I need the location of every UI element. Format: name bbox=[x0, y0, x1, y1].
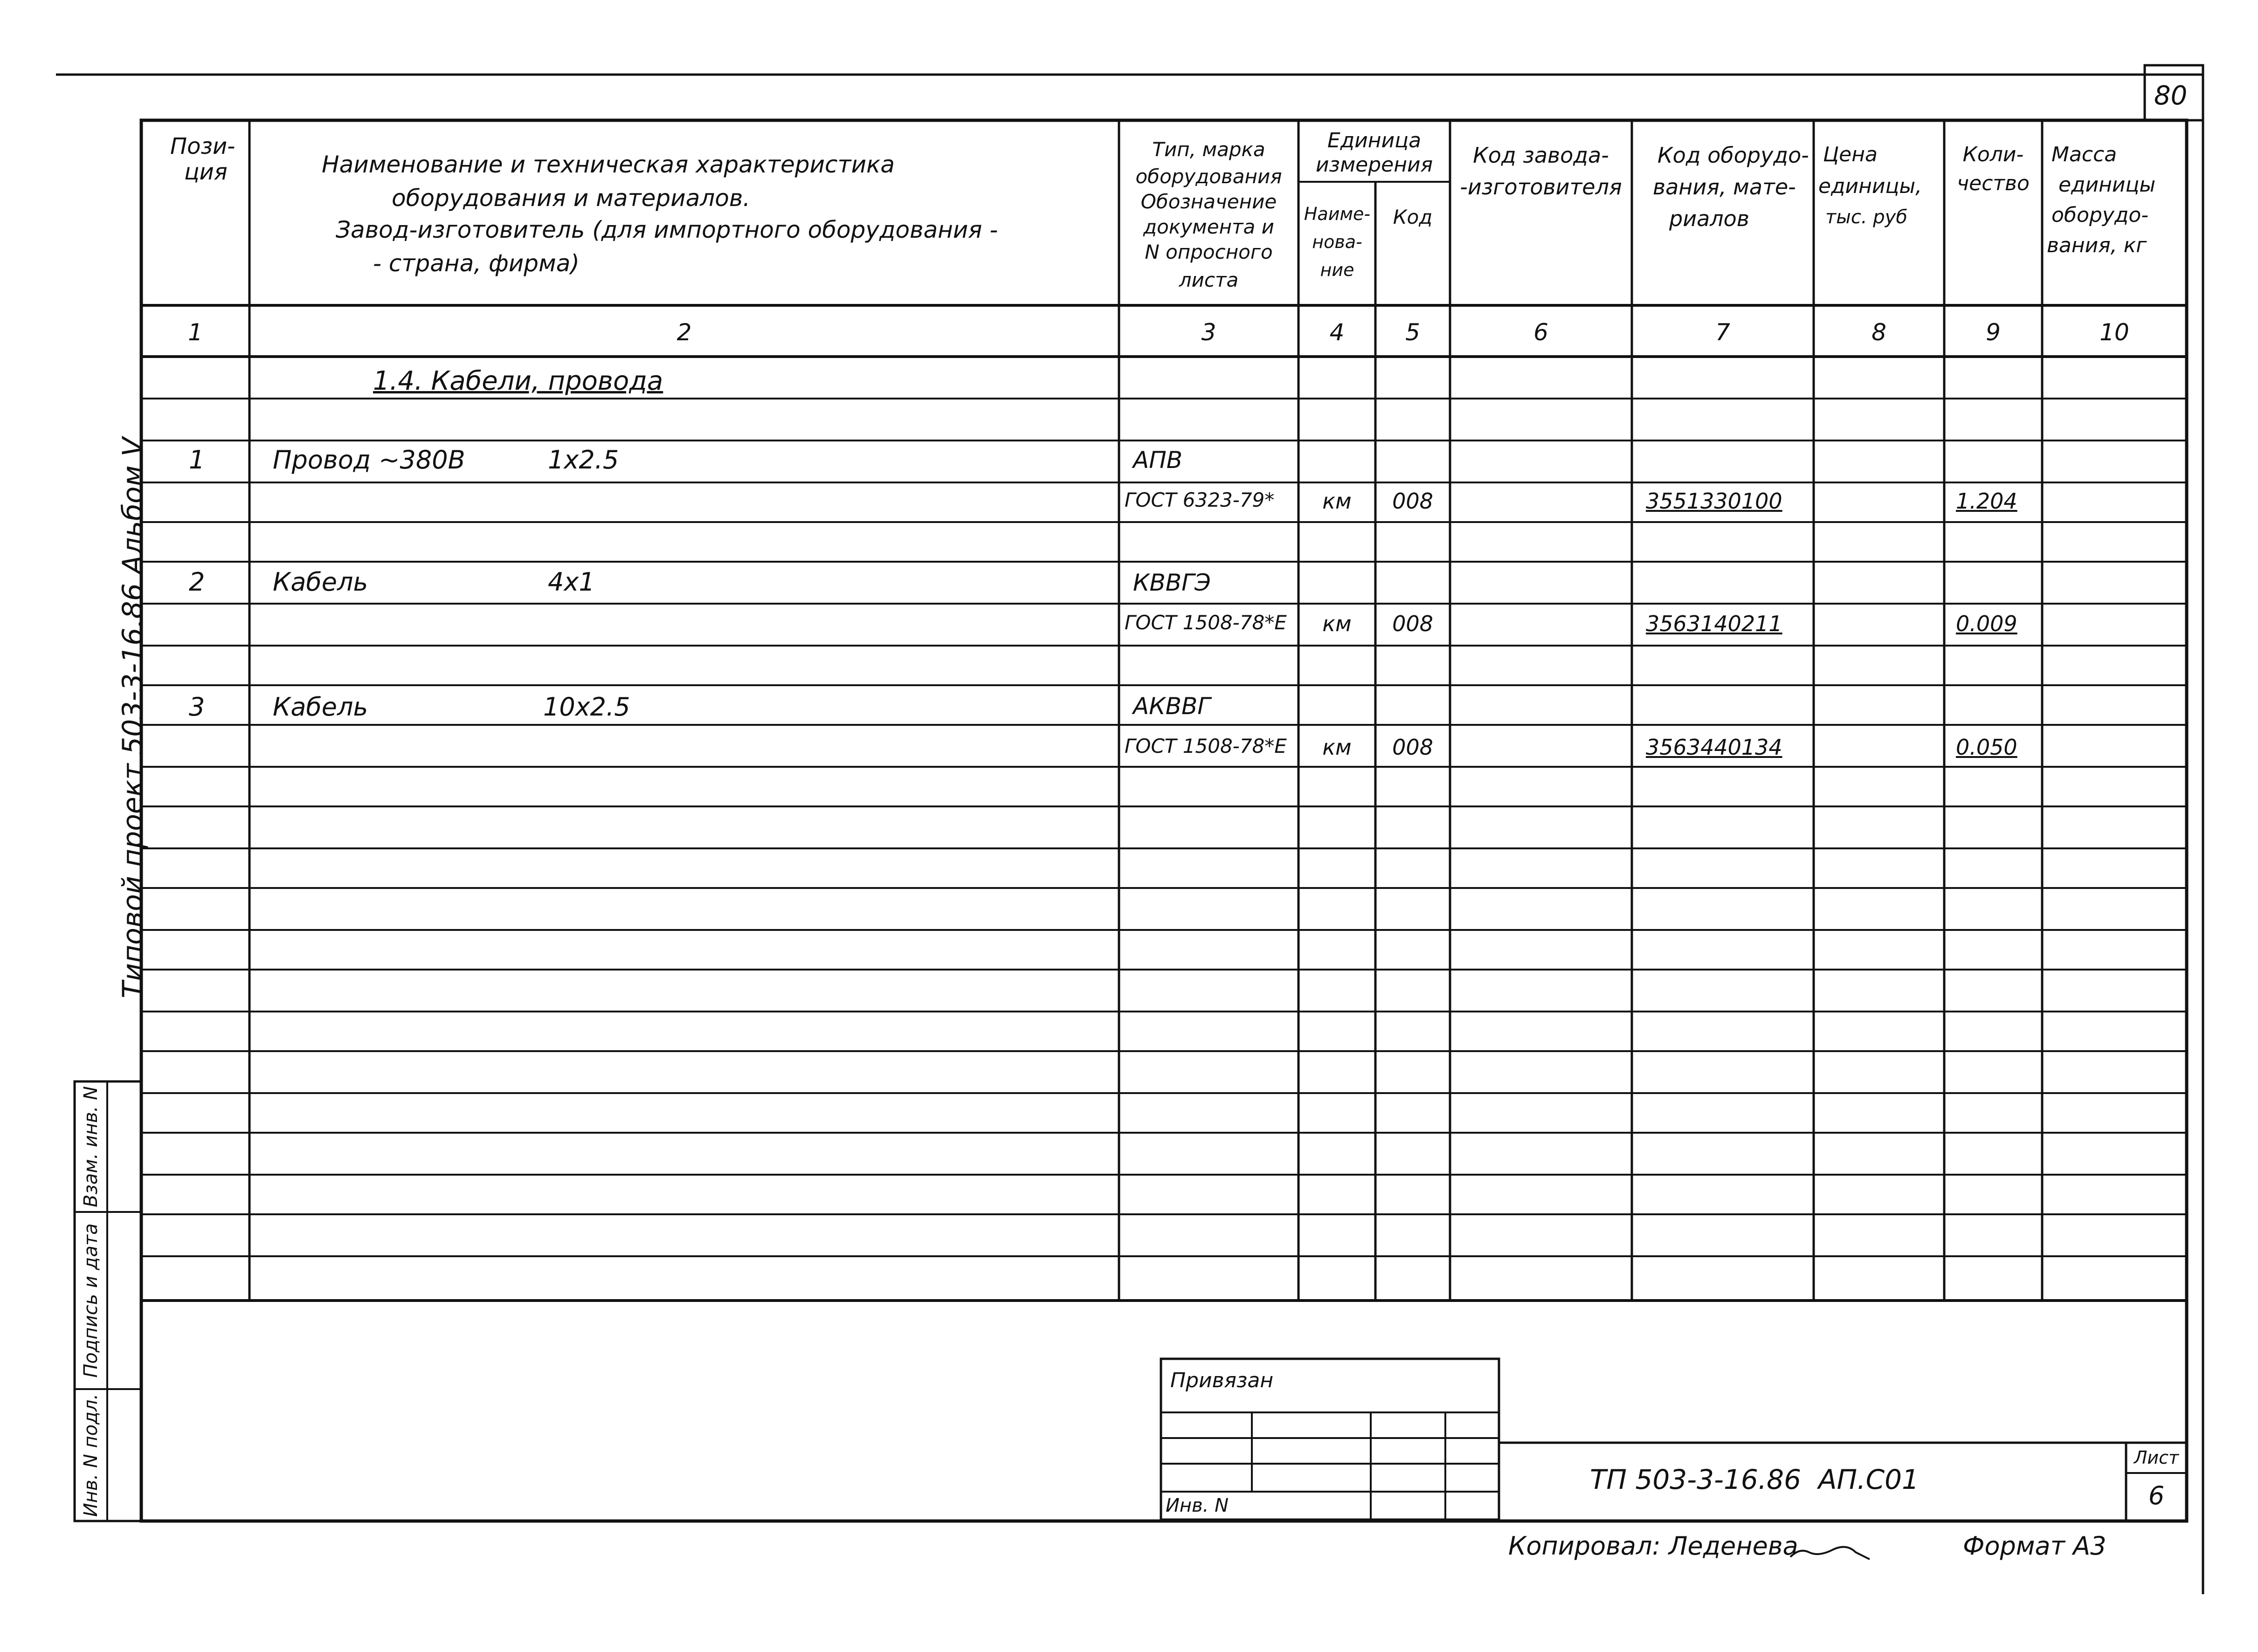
header-type-6: листа bbox=[1179, 268, 1239, 291]
item-1-qty: 1.204 bbox=[1956, 489, 2017, 514]
header-price-1: Цена bbox=[1823, 143, 1878, 166]
header-unit-name-2: нова- bbox=[1312, 232, 1362, 252]
header-factory-2: -изготовителя bbox=[1460, 174, 1622, 200]
page-number: 80 bbox=[2154, 81, 2188, 111]
colnum-8: 8 bbox=[1871, 319, 1886, 346]
bound-title: Привязан bbox=[1170, 1369, 1274, 1392]
colnum-1: 1 bbox=[188, 319, 203, 346]
header-type-4: документа и bbox=[1143, 215, 1274, 238]
header-unit-name-1: Наиме- bbox=[1304, 204, 1371, 224]
sheet-label: Лист bbox=[2134, 1447, 2179, 1468]
colnum-5: 5 bbox=[1405, 319, 1420, 346]
header-type-3: Обозначение bbox=[1140, 190, 1277, 213]
header-pos-1: Пози- bbox=[170, 133, 235, 159]
item-2-type: КВВГЭ bbox=[1133, 569, 1211, 596]
item-2-unit-code: 008 bbox=[1392, 611, 1433, 636]
colnum-6: 6 bbox=[1533, 319, 1548, 346]
stamp-replaces-inv: Взам. инв. N bbox=[80, 1086, 102, 1207]
item-3-name: Кабель bbox=[273, 692, 368, 722]
item-2-code: 3563140211 bbox=[1646, 611, 1782, 636]
header-unit-2: измерения bbox=[1315, 153, 1433, 177]
item-1-pos: 1 bbox=[189, 445, 205, 475]
header-code-2: вания, мате- bbox=[1653, 174, 1796, 200]
colnum-9: 9 bbox=[1986, 319, 2001, 346]
header-name-2: оборудования и материалов. bbox=[392, 185, 751, 212]
header-price-2: единицы, bbox=[1818, 174, 1922, 198]
stamp-signature-date: Подпись и дата bbox=[80, 1223, 102, 1378]
header-unit-code: Код bbox=[1393, 206, 1433, 228]
section-title: 1.4. Кабели, провода bbox=[373, 366, 663, 396]
header-mass-2: единицы bbox=[2058, 173, 2156, 197]
header-qty-1: Коли- bbox=[1962, 143, 2024, 166]
item-2-name: Кабель bbox=[273, 567, 368, 597]
copied-by: Копировал: Леденева bbox=[1508, 1531, 1798, 1561]
header-name-4: - страна, фирма) bbox=[373, 250, 580, 277]
header-price-3: тыс. руб bbox=[1825, 206, 1908, 228]
item-2-spec: 4x1 bbox=[548, 567, 595, 597]
header-name-1: Наименование и техническая характеристика bbox=[322, 151, 895, 178]
item-1-name: Провод ~380В bbox=[273, 445, 465, 475]
item-1-spec: 1x2.5 bbox=[548, 445, 619, 475]
header-qty-2: чество bbox=[1957, 172, 2030, 195]
header-mass-1: Масса bbox=[2051, 143, 2117, 166]
colnum-7: 7 bbox=[1715, 319, 1730, 346]
signature bbox=[1790, 1547, 1870, 1559]
side-stamp: Типовой проект 503-3-16.86 Альбом V bbox=[117, 437, 149, 998]
item-3-code: 3563440134 bbox=[1646, 735, 1782, 760]
stamp-inv-original: Инв. N подл. bbox=[80, 1393, 102, 1517]
colnum-4: 4 bbox=[1329, 319, 1345, 346]
header-unit-1: Единица bbox=[1327, 129, 1422, 152]
item-3-pos: 3 bbox=[189, 692, 205, 722]
document-code: ТП 503-3-16.86 АП.С01 bbox=[1590, 1464, 1919, 1495]
sheet-number: 6 bbox=[2148, 1481, 2165, 1510]
bound-inv-label: Инв. N bbox=[1166, 1495, 1229, 1516]
item-3-type: АКВВГ bbox=[1133, 693, 1211, 720]
header-code-1: Код оборудо- bbox=[1657, 143, 1809, 168]
colnum-10: 10 bbox=[2099, 319, 2129, 346]
header-code-3: риалов bbox=[1669, 206, 1749, 231]
item-2-doc: ГОСТ 1508-78*Е bbox=[1125, 611, 1287, 634]
item-1-code: 3551330100 bbox=[1646, 489, 1782, 514]
item-3-unit: км bbox=[1322, 735, 1352, 760]
item-3-spec: 10x2.5 bbox=[543, 692, 630, 722]
item-2-unit: км bbox=[1322, 611, 1352, 636]
header-unit-name-3: ние bbox=[1320, 260, 1354, 280]
colnum-3: 3 bbox=[1201, 319, 1216, 346]
header-type-1: Тип, марка bbox=[1152, 138, 1265, 161]
paper-format: Формат А3 bbox=[1963, 1531, 2106, 1561]
header-name-3: Завод-изготовитель (для импортного оборудования - bbox=[336, 216, 998, 243]
header-factory-1: Код завода- bbox=[1473, 143, 1609, 168]
item-1-type: АПВ bbox=[1133, 447, 1183, 474]
item-1-unit: км bbox=[1322, 489, 1352, 514]
header-type-2: оборудования bbox=[1135, 165, 1282, 188]
item-1-unit-code: 008 bbox=[1392, 489, 1433, 514]
colnum-2: 2 bbox=[677, 319, 692, 346]
item-3-qty: 0.050 bbox=[1956, 735, 2017, 760]
header-mass-3: оборудо- bbox=[2051, 203, 2149, 227]
item-1-doc: ГОСТ 6323-79* bbox=[1125, 489, 1275, 511]
header-mass-4: вания, кг bbox=[2047, 234, 2147, 257]
item-2-qty: 0.009 bbox=[1956, 611, 2017, 636]
item-2-pos: 2 bbox=[189, 567, 205, 597]
header-type-5: N опросного bbox=[1145, 241, 1273, 263]
item-3-unit-code: 008 bbox=[1392, 735, 1433, 760]
item-3-doc: ГОСТ 1508-78*Е bbox=[1125, 735, 1287, 757]
header-pos-2: ция bbox=[184, 159, 228, 185]
